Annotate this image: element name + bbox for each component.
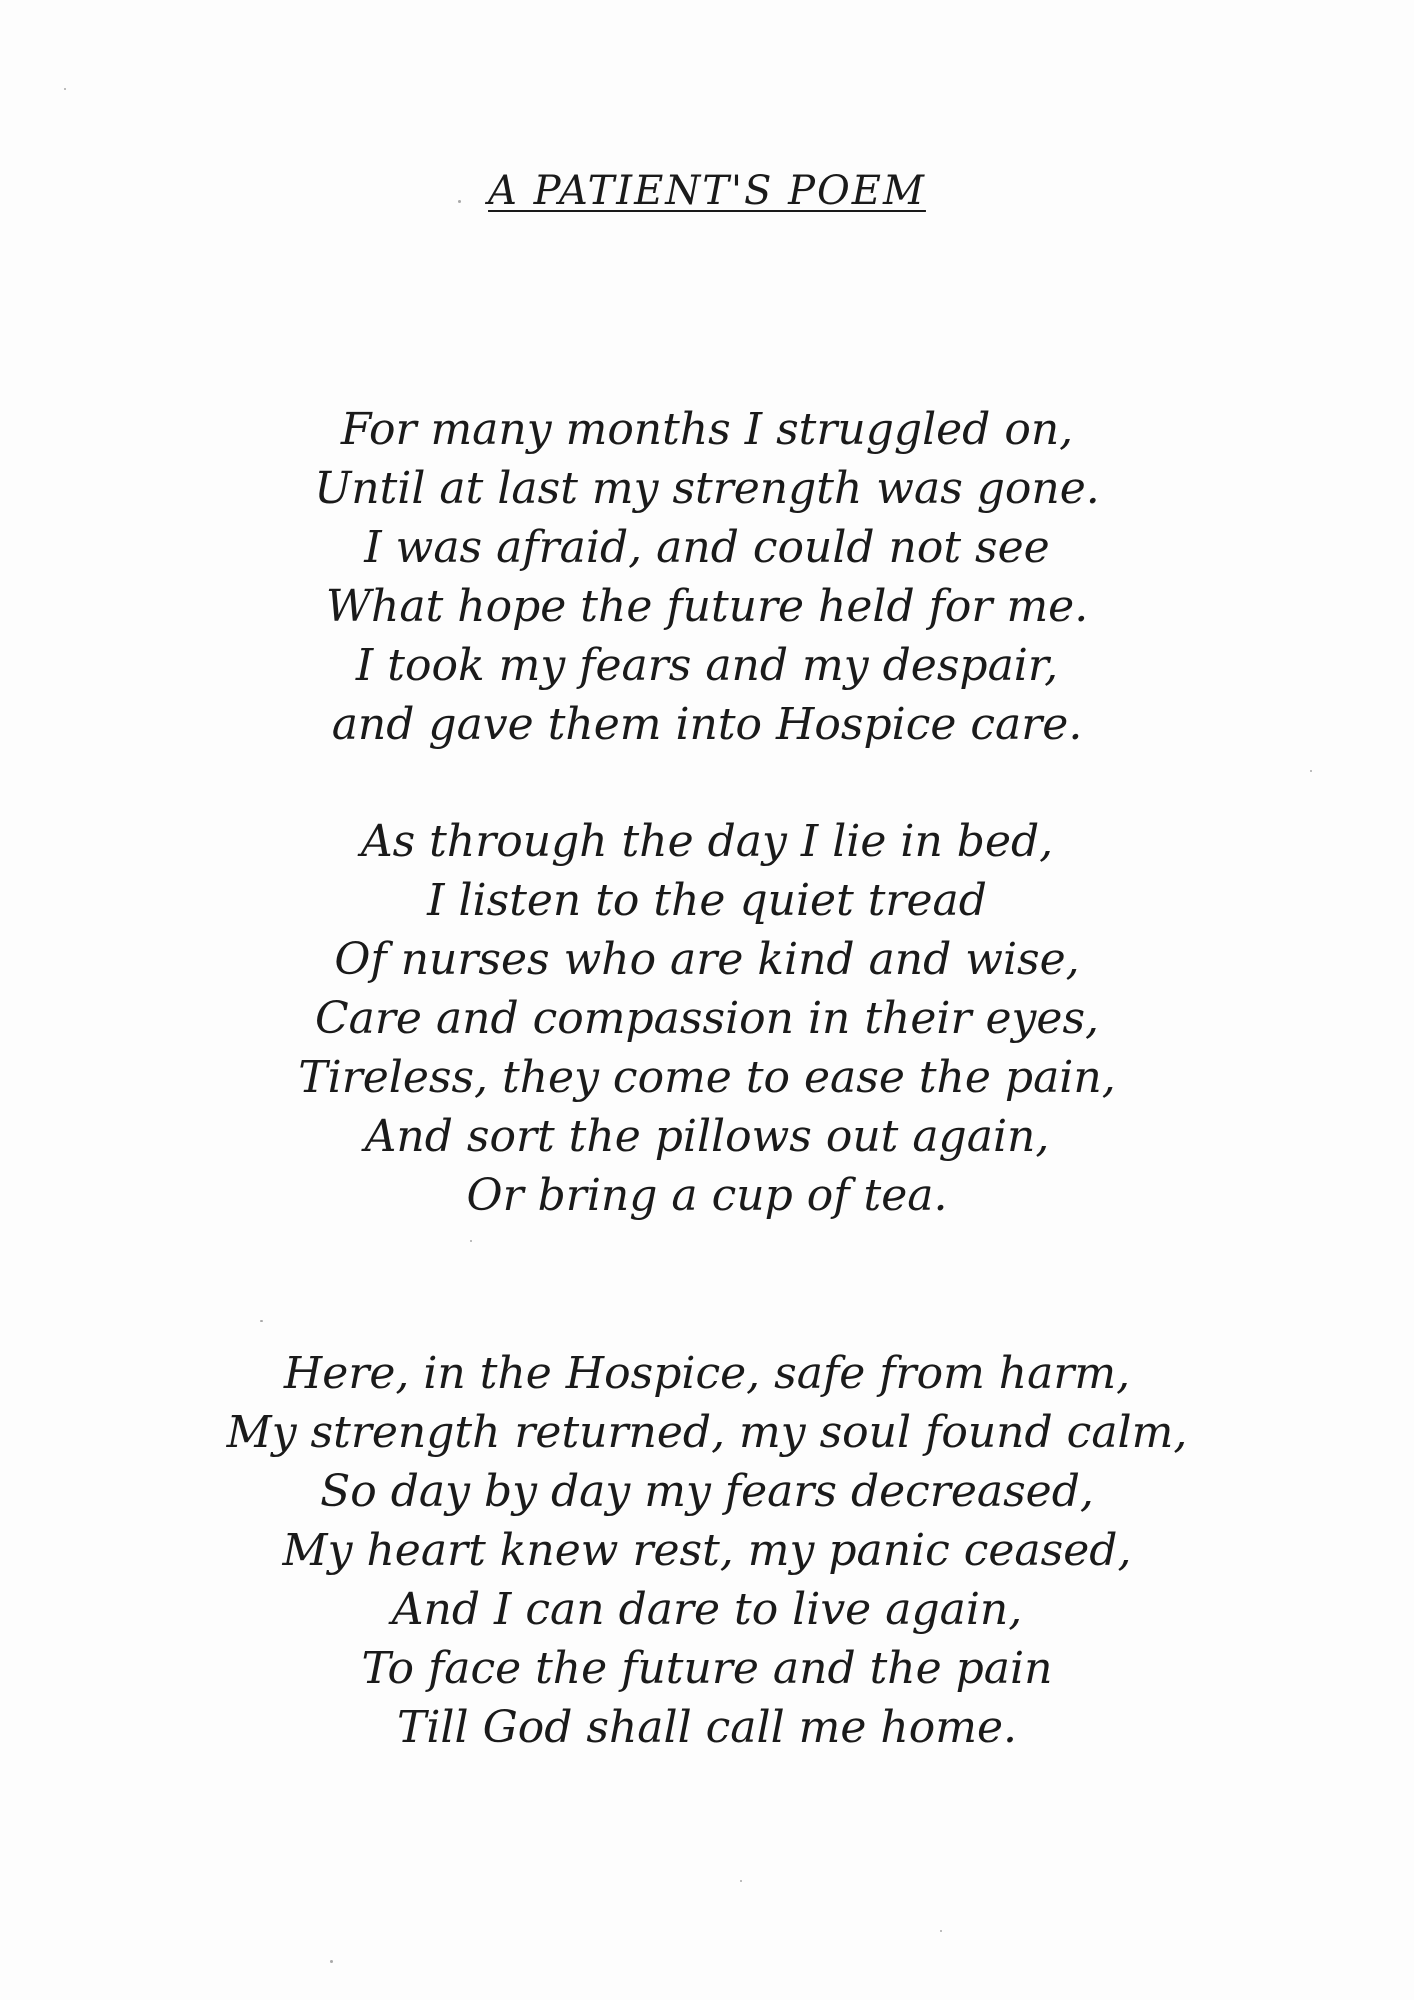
- poem-line: As through the day I lie in bed,: [360, 816, 1054, 867]
- poem-line: Care and compassion in their eyes,: [314, 993, 1100, 1044]
- poem-line: My heart knew rest, my panic ceased,: [282, 1525, 1132, 1576]
- poem-line: I took my fears and my despair,: [355, 640, 1059, 691]
- poem-title: [0, 168, 1414, 214]
- scan-speck: [940, 1930, 942, 1932]
- stanza-2: [0, 812, 1414, 1225]
- poem-line: Here, in the Hospice, safe from harm,: [283, 1348, 1131, 1399]
- scan-speck: [260, 1320, 263, 1322]
- poem-line: And I can dare to live again,: [391, 1584, 1023, 1635]
- scan-speck: [458, 200, 461, 203]
- scan-speck: [740, 1880, 742, 1882]
- poem-line: I listen to the quiet tread: [427, 875, 987, 926]
- poem-line: And sort the pillows out again,: [364, 1111, 1050, 1162]
- poem-line: I was afraid, and could not see: [364, 522, 1050, 573]
- poem-line: Till God shall call me home.: [397, 1702, 1017, 1753]
- poem-line: To face the future and the pain: [361, 1643, 1053, 1694]
- poem-line: Until at last my strength was gone.: [314, 463, 1100, 514]
- poem-line: and gave them into Hospice care.: [331, 699, 1083, 750]
- poem-line: Of nurses who are kind and wise,: [334, 934, 1080, 985]
- poem-title-text: A PATIENT'S POEM: [488, 168, 926, 214]
- stanza-1: [0, 400, 1414, 754]
- poem-line: For many months I struggled on,: [340, 404, 1074, 455]
- poem-line: Or bring a cup of tea.: [466, 1170, 948, 1221]
- poem-line: Tireless, they come to ease the pain,: [298, 1052, 1116, 1103]
- stanza-3: [0, 1344, 1414, 1757]
- scan-speck: [470, 1240, 472, 1242]
- poem-line: My strength returned, my soul found calm,: [226, 1407, 1188, 1458]
- scan-speck: [330, 1960, 333, 1963]
- poem-line: What hope the future held for me.: [325, 581, 1089, 632]
- poem-line: So day by day my fears decreased,: [320, 1466, 1094, 1517]
- scan-speck: [64, 88, 66, 90]
- scan-speck: [1310, 770, 1312, 772]
